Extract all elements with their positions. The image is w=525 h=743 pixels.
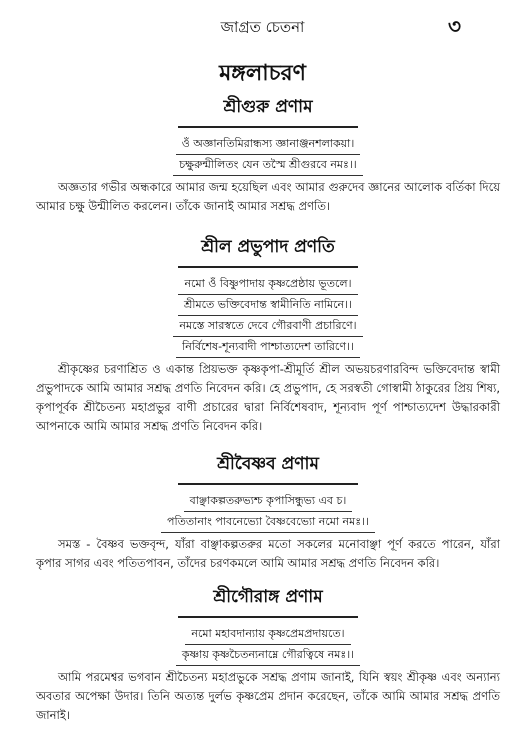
page-number: ৩ [447, 14, 461, 38]
verse-line [36, 316, 500, 337]
verse-text: ওঁ অজ্ঞানতিমিরান্ধস্য জ্ঞানাঞ্জনশলাকয়া। [176, 134, 361, 155]
heading-rule [178, 126, 358, 128]
verse-line [36, 624, 500, 645]
section-gauranga-pranam [36, 584, 500, 725]
verse-line [36, 134, 500, 155]
section-paragraph: অজ্ঞতার গভীর অন্ধকারে আমার জন্ম হয়েছিল এবং আমার গুরুদেব জ্ঞানের আলোক বর্তিকা দিয়ে আমার চক্ষু উন্মীলিত করলেন। তাঁকে জানাই আমার সশ্রদ্ধ প্রণতি। [36, 180, 500, 213]
heading-rule [178, 616, 358, 618]
verse-text: নির্বিশেষ-শূন্যবাদী পাশ্চাত্যদেশ তারিণে।। [176, 337, 360, 358]
verse-line [36, 645, 500, 666]
verse-line [36, 155, 500, 176]
verse-text: বাঞ্ছাকল্পতরুভ্যশ্চ কৃপাসিন্ধুভ্য এব চ। [184, 491, 353, 512]
section-prabhupada-pranati [36, 234, 500, 436]
verse-text: শ্রীমতে ভক্তিবেদান্ত স্বামীনিতি নামিনে।। [178, 295, 358, 316]
section-paragraph: সমস্ত - বৈষ্ণব ভক্তবৃন্দ, যাঁরা বাঞ্ছাকল্পতরুর মতো সকলের মনোবাঞ্ছা পূর্ণ করতে পারেন, যাঁরা কৃপার সাগর এবং পতিতপাবন, তাঁদের চরণকমলে আমি আমার সশ্রদ্ধ প্রণতি নিবেদন করি। [36, 537, 500, 570]
verse-text: পতিতানাং পাবনেভ্যো বৈষ্ণবেভ্যো নমো নমঃ।। [161, 512, 375, 533]
section-paragraph: শ্রীকৃষ্ণের চরণাশ্রিত ও একান্ত প্রিয়ভক্ত কৃষ্ণকৃপা-শ্রীমূর্তি শ্রীল অভয়চরণারবিন্দ ভক্তিবেদান্ত স্বামী প্রভুপাদকে আমি আমার সশ্রদ্ধ প্রণতি নিবেদন করি। হে প্রভুপাদ, হে সরস্বতী গোস্বামী ঠাকুরের প্রিয় শিষ্য, কৃপাপূর্বক শ্রীচৈতন্য মহাপ্রভুর বাণী প্রচারের দ্বারা নির্বিশেষবাদ, শূন্যবাদ পূর্ণ পাশ্চাত্যদেশ উদ্ধারকারী আপনাকে আমি আমার সশ্রদ্ধ প্রণতি নিবেদন করি। [36, 362, 500, 433]
section-heading: শ্রীবৈষ্ণব প্রণাম [217, 454, 319, 474]
section-heading: শ্রীল প্রভুপাদ প্রণতি [201, 237, 335, 257]
verse-text: নমো ওঁ বিষ্ণুপাদায় কৃষ্ণপ্রেষ্ঠায় ভূতলে। [178, 274, 357, 295]
verse-line [36, 337, 500, 358]
verse-text: চক্ষুরুন্মীলিতং যেন তস্মৈ শ্রীগুরবে নমঃ।। [173, 155, 363, 176]
section-guru-pranam [36, 94, 500, 216]
section-heading: শ্রীগুরু প্রণাম [223, 97, 313, 117]
chapter-title: মঙ্গলাচরণ [219, 61, 306, 86]
verse-line [36, 274, 500, 295]
section-vaishnava-pranam [36, 451, 500, 573]
verse-line [36, 295, 500, 316]
heading-rule [178, 266, 358, 268]
heading-rule [178, 483, 358, 485]
verse-text: কৃষ্ণায় কৃষ্ণচৈতন্যনাম্নে গৌরত্বিষে নমঃ।। [176, 645, 360, 666]
verse-text: নমো মহাবদান্যায় কৃষ্ণপ্রেমপ্রদায়তে। [185, 624, 350, 645]
verse-line [36, 491, 500, 512]
section-heading: শ্রীগৌরাঙ্গ প্রণাম [213, 587, 323, 607]
verse-line [36, 512, 500, 533]
section-paragraph: আমি পরমেশ্বর ভগবান শ্রীচৈতন্য মহাপ্রভুকে সশ্রদ্ধ প্রণাম জানাই, যিনি স্বয়ং শ্রীকৃষ্ণ এবং অন্যান্য অবতার অপেক্ষা উদার। তিনি অত্যন্ত দুর্লভ কৃষ্ণপ্রেম প্রদান করেছেন, তাঁকে আমি আমার সশ্রদ্ধ প্রণতি জানাই। [36, 670, 500, 722]
running-title: জাগ্রত চেতনা [220, 18, 305, 36]
verse-text: নমস্তে সারস্বতে দেবে গৌরবাণী প্রচারিণে। [173, 316, 362, 337]
